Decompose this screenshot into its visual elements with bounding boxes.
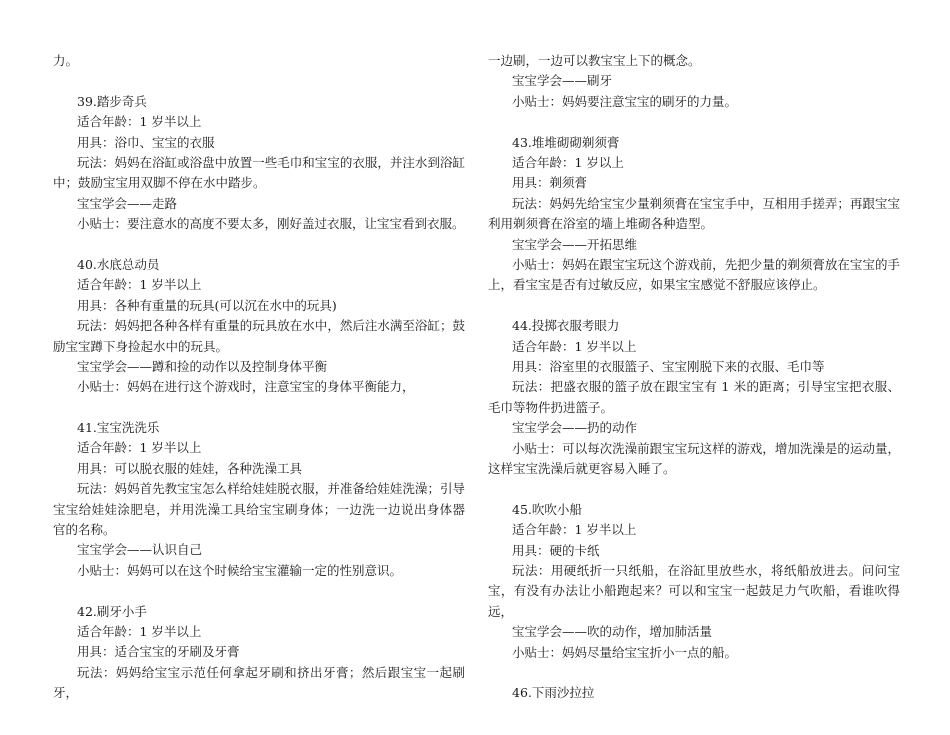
- game-tip: 小贴士：妈妈在跟宝宝玩这个游戏前，先把少量的剃须膏放在宝宝的手上，看宝宝是否有过敏反应，如果宝宝感觉不舒服应该停止。: [488, 256, 900, 293]
- game-play: 玩法：妈妈把各种各样有重量的玩具放在水中，然后注水满至浴缸；鼓励宝宝蹲下身捡起水中的玩具。: [53, 318, 465, 354]
- game-tip: 小贴士：妈妈要注意宝宝的刷牙的力量。: [512, 93, 738, 109]
- game-age: 适合年龄：1 岁半以上: [77, 624, 202, 640]
- game-39: [53, 92, 465, 235]
- game-tools: 用具：可以脱衣服的娃娃，各种洗澡工具: [77, 460, 303, 476]
- game-tip: 小贴士：要注意水的高度不要太多，刚好盖过衣服，让宝宝看到衣服。: [77, 216, 465, 232]
- game-age: 适合年龄：1 岁半以上: [512, 338, 637, 354]
- game-learn: 宝宝学会——蹲和捡的动作以及控制身体平衡: [77, 358, 328, 374]
- game-tools: 用具：各种有重量的玩具(可以沉在水中的玩具): [77, 297, 337, 313]
- section-gap: [53, 398, 465, 418]
- game-title: 39.踏步奇兵: [77, 93, 147, 109]
- game-title: 43.堆堆砌砌剃须膏: [512, 134, 620, 150]
- game-title: 40.水底总动员: [77, 256, 160, 272]
- game-tip: 小贴士：妈妈在进行这个游戏时，注意宝宝的身体平衡能力，: [77, 379, 415, 395]
- section-gap: [488, 296, 900, 316]
- game-learn: 宝宝学会——认识自己: [77, 542, 203, 558]
- section-gap: [488, 663, 900, 683]
- game-play: 玩法：妈妈首先教宝宝怎么样给娃娃脱衣服，并准备给娃娃洗澡；引导宝宝给娃娃涂肥皂，并用洗澡工具给宝宝刷身体；一边洗一边说出身体器官的名称。: [53, 481, 465, 538]
- game-tools: 用具：浴巾、宝宝的衣服: [77, 134, 215, 150]
- game-age: 适合年龄：1 岁半以上: [512, 522, 637, 538]
- game-learn: 宝宝学会——开拓思维: [512, 236, 638, 252]
- section-gap: [488, 112, 900, 132]
- game-play: 玩法：妈妈在浴缸或浴盘中放置一些毛巾和宝宝的衣服，并注水到浴缸中；鼓励宝宝用双脚不停在水中踏步。: [53, 154, 465, 191]
- game-age: 适合年龄：1 岁半以上: [77, 114, 202, 130]
- game-play: 玩法：妈妈给宝宝示范任何拿起牙刷和挤出牙膏；然后跟宝宝一起刷牙，: [53, 664, 465, 701]
- section-gap: [488, 479, 900, 499]
- continuation-text: 一边刷，一边可以教宝宝上下的概念。: [488, 53, 701, 68]
- game-title: 46.下雨沙拉拉: [512, 685, 595, 701]
- game-tip: 小贴士：妈妈尽量给宝宝折小一点的船。: [512, 644, 738, 660]
- right-column: [488, 51, 900, 704]
- game-41: [53, 418, 465, 581]
- game-learn: 宝宝学会——吹的动作，增加肺活量: [512, 624, 713, 640]
- game-learn: 宝宝学会——走路: [77, 195, 178, 211]
- game-44: [488, 316, 900, 479]
- game-tools: 用具：剃须膏: [512, 175, 588, 191]
- game-title: 45.吹吹小船: [512, 501, 582, 517]
- left-column: [53, 51, 465, 704]
- section-gap: [53, 235, 465, 255]
- game-43: [488, 133, 900, 296]
- game-45: [488, 500, 900, 663]
- game-tools: 用具：浴室里的衣服篮子、宝宝刚脱下来的衣服、毛巾等: [512, 358, 825, 374]
- game-age: 适合年龄：1 岁半以上: [77, 440, 202, 456]
- game-40: [53, 255, 465, 398]
- section-gap: [53, 581, 465, 601]
- game-learn: 宝宝学会——扔的动作: [512, 420, 638, 436]
- game-tip: 小贴士：可以每次洗澡前跟宝宝玩这样的游戏，增加洗澡是的运动量，这样宝宝洗澡后就更容易入睡了。: [488, 440, 900, 476]
- game-46: [488, 683, 900, 703]
- game-play: 玩法：把盛衣服的篮子放在跟宝宝有 1 米的距离；引导宝宝把衣服、毛巾等物件扔进篮子。: [488, 379, 900, 415]
- game-age: 适合年龄：1 岁半以上: [77, 277, 202, 293]
- game-play: 玩法：妈妈先给宝宝少量剃须膏在宝宝手中，互相用手搓弄；再跟宝宝利用剃须膏在浴室的墙上堆砌各种造型。: [488, 195, 900, 232]
- game-play: 玩法：用硬纸折一只纸船，在浴缸里放些水，将纸船放进去。问问宝宝，有没有办法让小船跑起来？可以和宝宝一起鼓足力气吹船，看谁吹得远，: [488, 562, 900, 619]
- game-tip: 小贴士：妈妈可以在这个时候给宝宝灌输一定的性别意识。: [77, 562, 403, 578]
- continuation-text: 力。: [53, 53, 79, 68]
- game-tools: 用具：硬的卡纸: [512, 542, 600, 558]
- game-title: 41.宝宝洗洗乐: [77, 420, 160, 436]
- section-gap: [53, 71, 465, 91]
- game-tools: 用具：适合宝宝的牙刷及牙膏: [77, 644, 240, 660]
- game-learn: 宝宝学会——刷牙: [512, 73, 613, 89]
- game-title: 44.投掷衣服考眼力: [512, 318, 620, 334]
- game-age: 适合年龄：1 岁以上: [512, 154, 624, 170]
- game-title: 42.刷牙小手: [77, 603, 147, 619]
- game-42: [53, 602, 465, 704]
